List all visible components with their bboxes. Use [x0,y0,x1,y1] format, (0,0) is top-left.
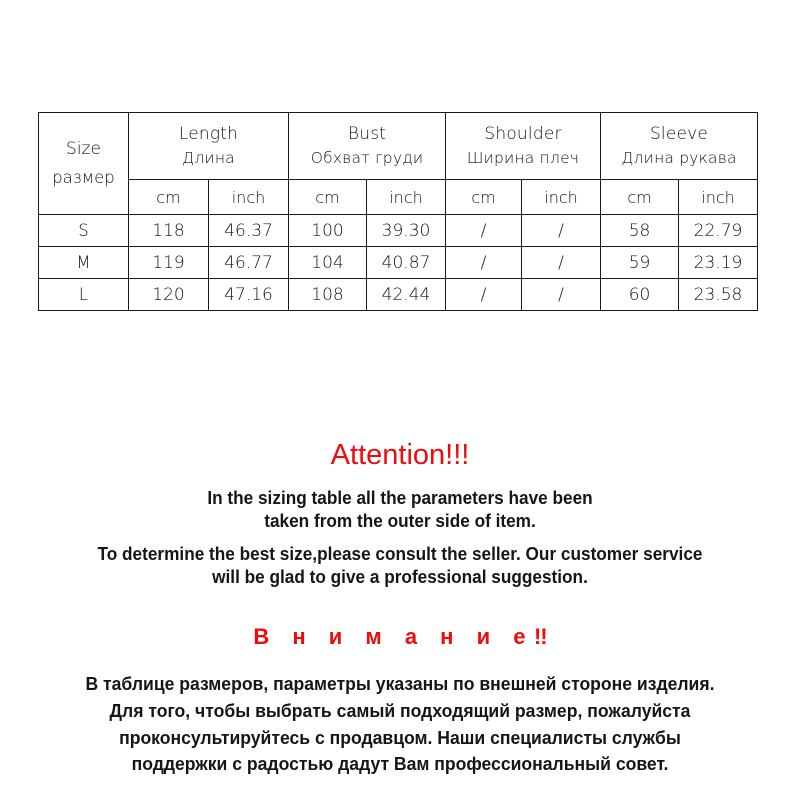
notice-paragraph-russian [20,671,780,778]
cell-shoulder-cm: / [446,215,522,247]
unit-header-sleeve-inch: inch [679,180,758,215]
unit-header-length-inch: inch [209,180,289,215]
unit-header-bust-cm: cm [289,180,367,215]
attention-heading-russian-exclamations: !! [533,623,547,649]
table-row [39,215,758,247]
header-size-en: Size [66,139,101,160]
cell-bust-inch: 40.87 [367,247,446,279]
cell-length-cm: 118 [129,215,209,247]
cell-sleeve-inch: 23.19 [679,247,758,279]
unit-header-length-cm: cm [129,180,209,215]
header-sleeve-ru: Длина рукава [621,149,737,168]
notice-section [0,440,800,778]
cell-length-inch: 47.16 [209,279,289,311]
header-shoulder-ru: Ширина плеч [466,149,580,168]
notice-line: Для того, чтобы выбрать самый подходящий размер, пожалуйста [109,699,691,721]
header-size [39,113,129,215]
notice-line: проконсультируйтесь с продавцом. Наши специалисты службы [119,726,681,748]
cell-length-inch: 46.37 [209,215,289,247]
cell-size: M [39,247,129,279]
notice-line: In the sizing table all the parameters have been [207,486,593,508]
notice-line: В таблице размеров, параметры указаны по внешней стороне изделия. [85,673,715,695]
table-row [39,247,758,279]
cell-bust-cm: 100 [289,215,367,247]
cell-bust-inch: 39.30 [367,215,446,247]
cell-shoulder-cm: / [446,279,522,311]
notice-line: поддержки с радостью дадут Вам профессиональный совет. [131,753,669,775]
cell-length-cm: 119 [129,247,209,279]
table-body [39,215,758,311]
cell-length-inch: 46.77 [209,247,289,279]
header-length [129,113,289,180]
unit-header-shoulder-cm: cm [446,180,522,215]
attention-heading-english: Attention!!! [330,439,470,471]
attention-heading-russian [0,625,800,649]
cell-bust-cm: 108 [289,279,367,311]
size-chart-table [38,112,758,311]
header-length-en: Length [178,124,239,145]
cell-sleeve-cm: 60 [601,279,679,311]
cell-size: S [39,215,129,247]
header-sleeve [601,113,758,180]
cell-shoulder-inch: / [522,279,601,311]
cell-shoulder-inch: / [522,215,601,247]
cell-sleeve-cm: 59 [601,247,679,279]
header-bust-ru: Обхват груди [310,149,424,168]
cell-bust-inch: 42.44 [367,279,446,311]
cell-bust-cm: 104 [289,247,367,279]
notice-paragraph-english-1 [28,486,772,533]
notice-line: taken from the outer side of item. [264,510,536,532]
cell-length-cm: 120 [129,279,209,311]
cell-sleeve-inch: 22.79 [679,215,758,247]
header-bust-en: Bust [347,124,387,145]
attention-heading-russian-letters: В н и м а н и е [253,623,534,649]
unit-header-shoulder-inch: inch [522,180,601,215]
table-header [39,113,758,215]
header-length-ru: Длина [182,149,235,168]
size-chart-table-container [38,112,757,311]
cell-shoulder-cm: / [446,247,522,279]
cell-shoulder-inch: / [522,247,601,279]
table-group-header-row [39,113,758,180]
header-sleeve-en: Sleeve [649,124,709,145]
header-size-ru: размер [52,167,115,187]
unit-header-sleeve-cm: cm [601,180,679,215]
header-bust [289,113,446,180]
table-unit-header-row [39,180,758,215]
notice-paragraph-english-2 [28,542,772,589]
table-row [39,279,758,311]
unit-header-bust-inch: inch [367,180,446,215]
header-shoulder [446,113,601,180]
notice-line: To determine the best size,please consult the seller. Our customer service [97,542,703,564]
cell-size: L [39,279,129,311]
header-shoulder-en: Shoulder [484,124,562,145]
cell-sleeve-inch: 23.58 [679,279,758,311]
notice-line: will be glad to give a professional suggestion. [212,566,588,588]
cell-sleeve-cm: 58 [601,215,679,247]
